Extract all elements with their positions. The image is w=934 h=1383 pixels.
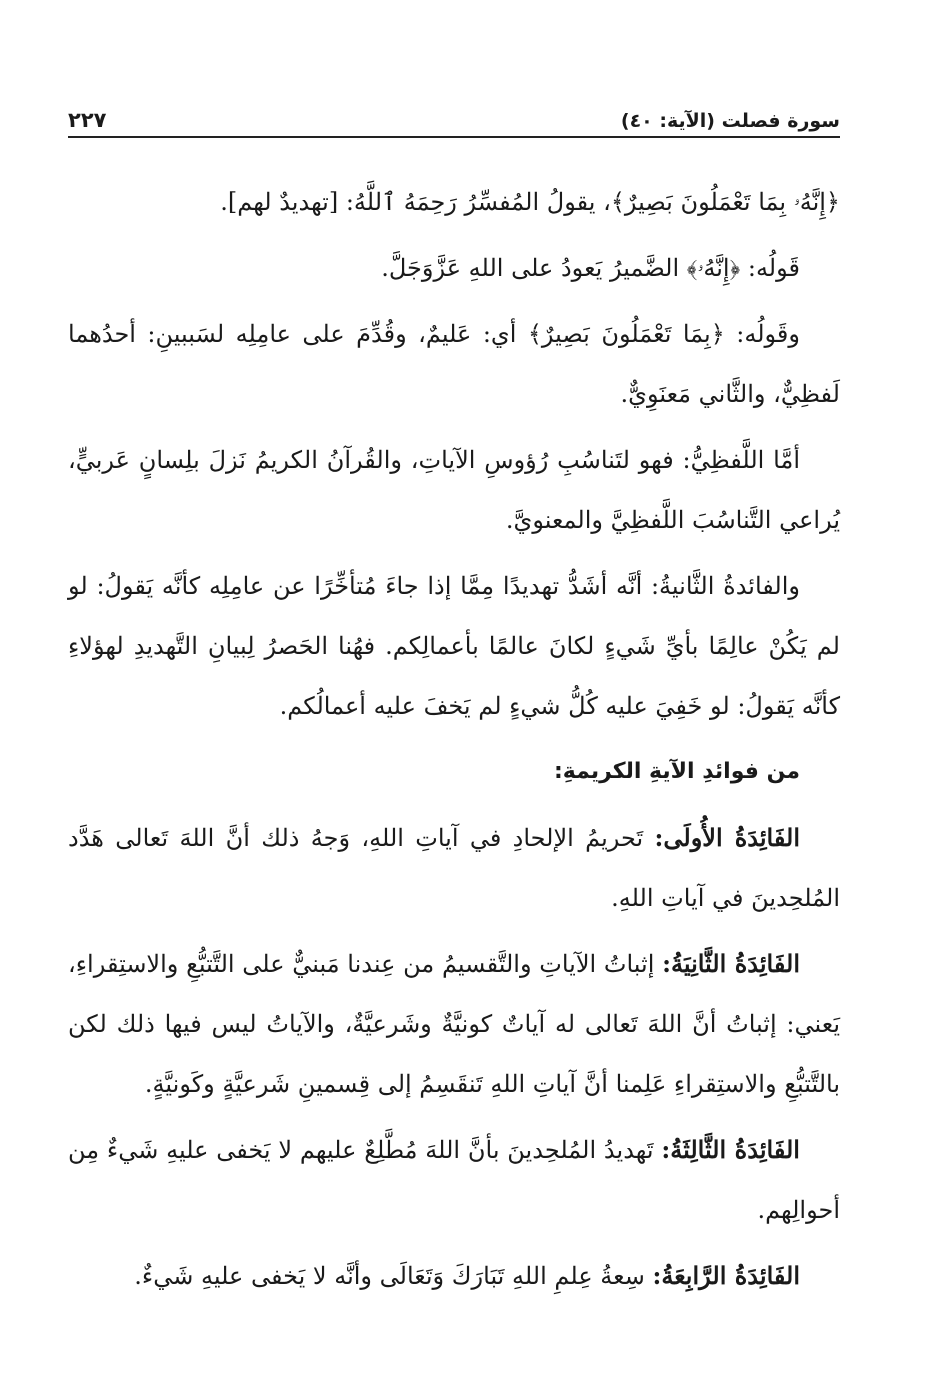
- benefit-1: [68, 808, 840, 928]
- benefit-2-label: الفَائِدَةُ الثَّانِيَةُ:: [662, 949, 800, 978]
- paragraph-5: والفائدةُ الثَّانيةُ: أنَّه أشَدُّ تهديدًا مِمَّا إذا جاءَ مُتأخِّرًا عن عامِلِه كأنَّه يَقولُ: لو لم يَكُنْ عالِمًا بأيِّ شَيءٍ لكانَ عالمًا بأعمالِكم. فهُنا الحَصرُ لِبيانِ التَّهديدِ لهؤلاءِ كأنَّه يَقولُ: لو خَفِيَ عليه كُلُّ شيءٍ لم يَخفَ عليه أعمالُكم.: [68, 572, 840, 720]
- benefit-3-text: تَهديدُ المُلحِدينَ بأنَّ اللهَ مُطَّلِعٌ عليهم لا يَخفى عليهِ شَيءٌ مِن أحوالِهم.: [68, 1136, 840, 1224]
- page-number: ٢٢٧: [68, 108, 107, 132]
- section-heading: من فوائدِ الآيةِ الكريمةِ:: [553, 759, 800, 784]
- benefit-4: [68, 1246, 840, 1306]
- paragraph-2: قَولُه: ﴿إِنَّهُۥ﴾ الضَّميرُ يَعودُ على اللهِ عَزَّوَجَلَّ.: [381, 254, 800, 282]
- benefit-4-label: الفَائِدَةُ الرَّابِعَةُ:: [652, 1261, 800, 1290]
- benefit-3-label: الفَائِدَةُ الثَّالِثَةُ:: [661, 1135, 800, 1164]
- benefit-3: [68, 1120, 840, 1240]
- paragraph-1: ﴿إِنَّهُۥ بِمَا تَعْمَلُونَ بَصِيرٌ﴾، يقولُ المُفسِّرُ رَحِمَهُ ٱللَّهُ: [تهديدٌ لهم].: [220, 188, 840, 216]
- benefit-4-text: سِعةُ عِلمِ اللهِ تَبَارَكَ وَتَعَالَى وأنَّه لا يَخفى عليهِ شَيءٌ.: [134, 1262, 645, 1290]
- page-header: [68, 98, 840, 132]
- paragraph-4: أمَّا اللَّفظِيُّ: فهو لتَناسُبِ رُؤوسِ الآياتِ، والقُرآنُ الكريمُ نَزلَ بلِسانٍ عَربيٍّ، يُراعي التَّناسُبَ اللَّفظِيَّ والمعنويَّ.: [68, 446, 840, 534]
- page-body: [68, 172, 840, 1306]
- surah-reference: سورة فصلت (الآية: ٤٠): [620, 110, 840, 132]
- paragraph-3: وقَولُه: ﴿بِمَا تَعْمَلُونَ بَصِيرٌ﴾ أي: عَليمٌ، وقُدِّمَ على عامِلِه لسَببينِ: أحدُهما لَفظِيٌّ، والثَّاني مَعنَوِيٌّ.: [68, 320, 840, 408]
- header-divider: [68, 136, 840, 138]
- benefit-1-text: تَحريمُ الإلحادِ في آياتِ اللهِ، وَجهُ ذلك أنَّ اللهَ تَعالى هَدَّد المُلحِدينَ في آياتِ اللهِ.: [68, 824, 840, 912]
- benefit-1-label: الفَائِدَةُ الأُولَى:: [654, 823, 800, 852]
- benefit-2-text: إثباتُ الآياتِ والتَّقسيمُ من عِندنا مَبنيٌّ على التَّتبُّعِ والاستِقراءِ، يَعني: إثباتُ أنَّ اللهَ تَعالى له آياتٌ كونيَّةٌ وشَرعيَّةٌ، والآياتُ ليس فيها ذلك لكن بالتَّتبُّعِ والاستِقراءِ عَلِمنا أنَّ آياتِ اللهِ تَنقَسِمُ إلى قِسمينِ شَرعيَّةٍ وكَونيَّةٍ.: [68, 950, 840, 1098]
- benefit-2: [68, 934, 840, 1114]
